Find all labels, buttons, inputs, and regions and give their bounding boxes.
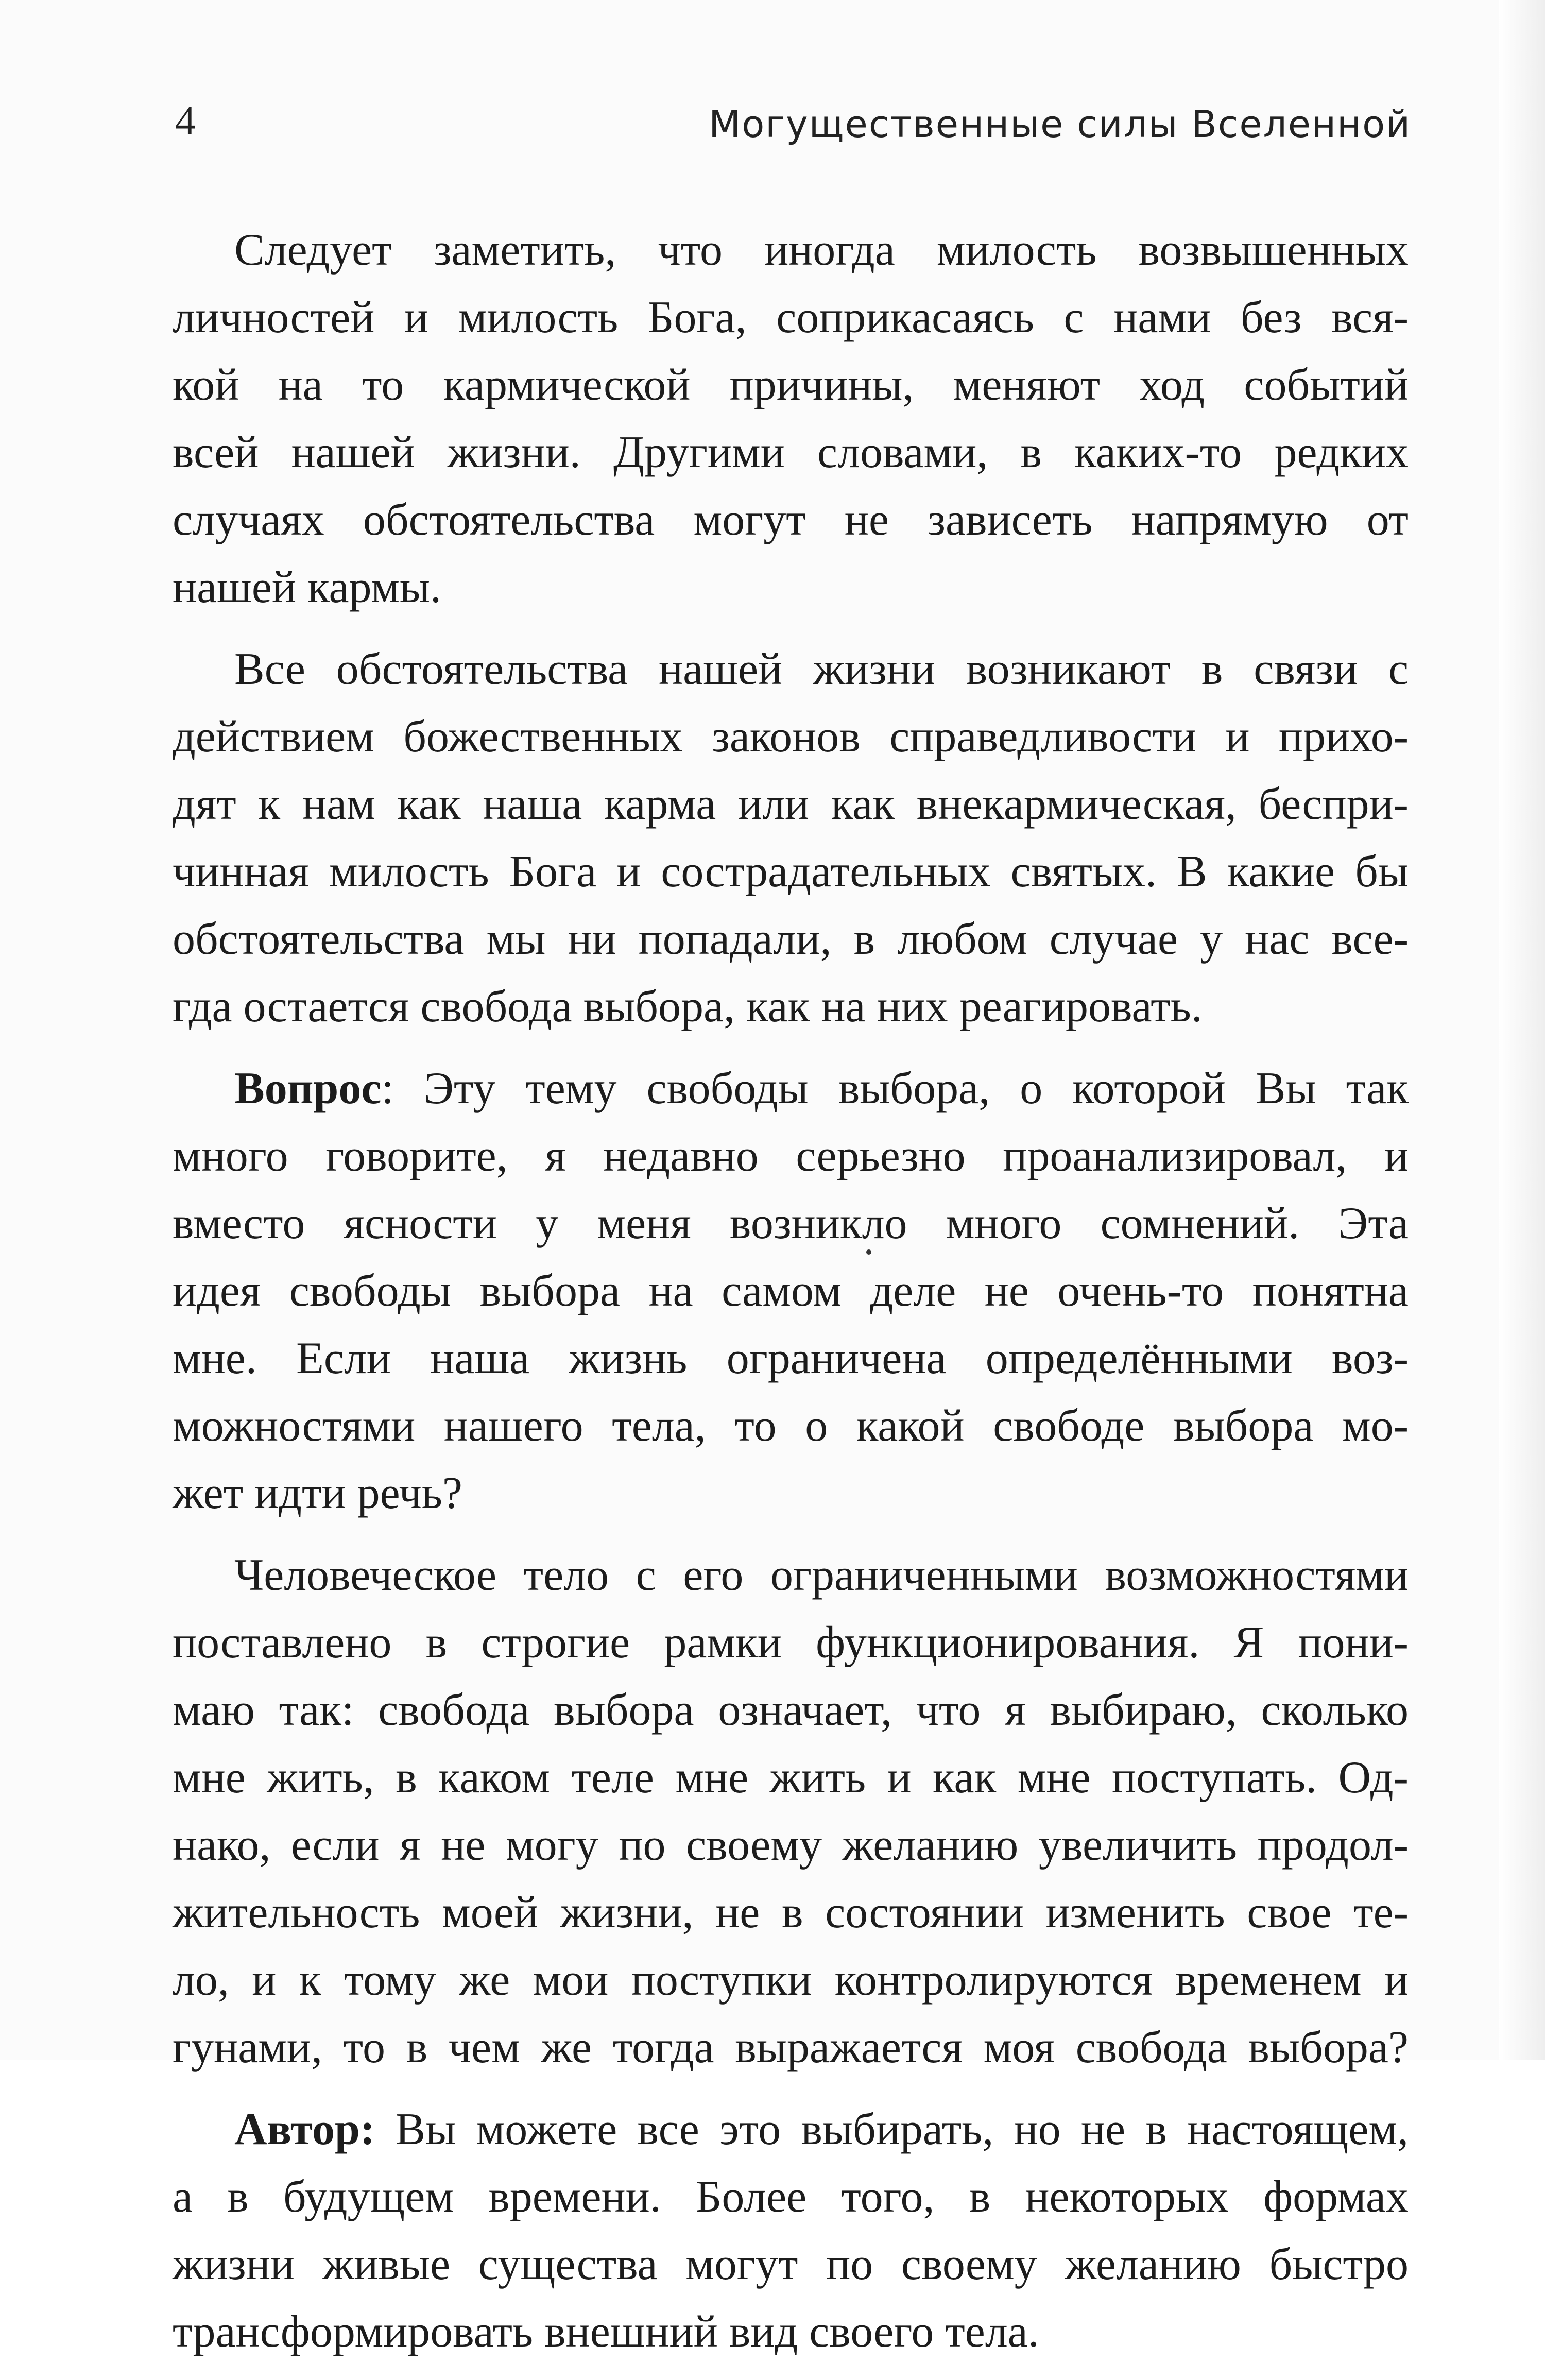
text-line: нашей кармы. <box>173 562 442 612</box>
text-line <box>173 1055 1409 1122</box>
text-line: жительность моей жизни, не в состоянии изменить свое те- <box>173 1888 1409 1938</box>
paragraph <box>173 216 1409 621</box>
text-line: Человеческое тело с его ограниченными возможностями <box>234 1550 1409 1600</box>
text-line: всей нашей жизни. Другими словами, в каких-то редких <box>173 427 1409 477</box>
text-line: ло, и к тому же мои поступки контролируются временем и <box>173 1955 1409 2005</box>
body-text <box>173 216 1409 2380</box>
text-line: Все обстоятельства нашей жизни возникают в связи с <box>234 644 1409 694</box>
text-line: мне жить, в каком теле мне жить и как мне поступать. Од- <box>173 1753 1409 1803</box>
question-text: : Эту тему свободы выбора, о которой Вы так <box>381 1064 1409 1114</box>
running-title: Могущественные силы Вселенной <box>709 102 1411 146</box>
text-line <box>173 2096 1409 2163</box>
text-line: гунами, то в чем же тогда выражается моя свобода выбора? <box>173 2023 1409 2073</box>
text-line: действием божественных законов справедливости и прихо- <box>173 712 1409 762</box>
text-line: вместо ясности у меня возникло много сомнений. Эта <box>173 1198 1409 1248</box>
speaker-label: Автор: <box>234 2104 375 2154</box>
paragraph <box>173 636 1409 1040</box>
text-line: Следует заметить, что иногда милость возвышенных <box>234 225 1409 275</box>
page-edge-shadow <box>1499 0 1545 2060</box>
answer-paragraph <box>173 2096 1409 2366</box>
text-line: поставлено в строгие рамки функционирования. Я пони- <box>173 1618 1409 1668</box>
text-line: трансформировать внешний вид своего тела. <box>173 2307 1039 2357</box>
page-number: 4 <box>175 98 196 144</box>
text-line: обстоятельства мы ни попадали, в любом случае у нас все- <box>173 914 1409 964</box>
text-line: дят к нам как наша карма или как внекармическая, беспри- <box>173 779 1409 829</box>
text-line: идея свободы выбора на самом деле не очень-то понятна <box>173 1266 1409 1316</box>
answer-text: Вы можете все это выбирать, но не в настоящем, <box>375 2104 1409 2154</box>
text-line: маю так: свобода выбора означает, что я выбираю, сколько <box>173 1685 1409 1735</box>
text-line: случаях обстоятельства могут не зависеть напрямую от <box>173 495 1409 545</box>
text-line: много говорите, я недавно серьезно проанализировал, и <box>173 1131 1409 1181</box>
text-line: личностей и милость Бога, соприкасаясь с нами без вся- <box>173 293 1409 343</box>
text-line: кой на то кармической причины, меняют ход событий <box>173 360 1409 410</box>
ink-speck <box>866 1249 871 1255</box>
text-line: жизни живые существа могут по своему желанию быстро <box>173 2239 1409 2289</box>
speaker-label: Вопрос <box>234 1064 382 1114</box>
running-head <box>175 93 1411 149</box>
text-line: гда остается свобода выбора, как на них реагировать. <box>173 982 1203 1032</box>
paragraph <box>173 1542 1409 2081</box>
text-line: жет идти речь? <box>173 1468 462 1518</box>
text-line: можностями нашего тела, то о какой свободе выбора мо- <box>173 1401 1409 1451</box>
text-line: чинная милость Бога и сострадательных святых. В какие бы <box>173 847 1409 897</box>
text-line: а в будущем времени. Более того, в некоторых формах <box>173 2172 1409 2222</box>
text-line: мне. Если наша жизнь ограничена определёнными воз- <box>173 1333 1409 1383</box>
question-paragraph <box>173 1055 1409 1527</box>
text-line: нако, если я не могу по своему желанию увеличить продол- <box>173 1820 1409 1870</box>
